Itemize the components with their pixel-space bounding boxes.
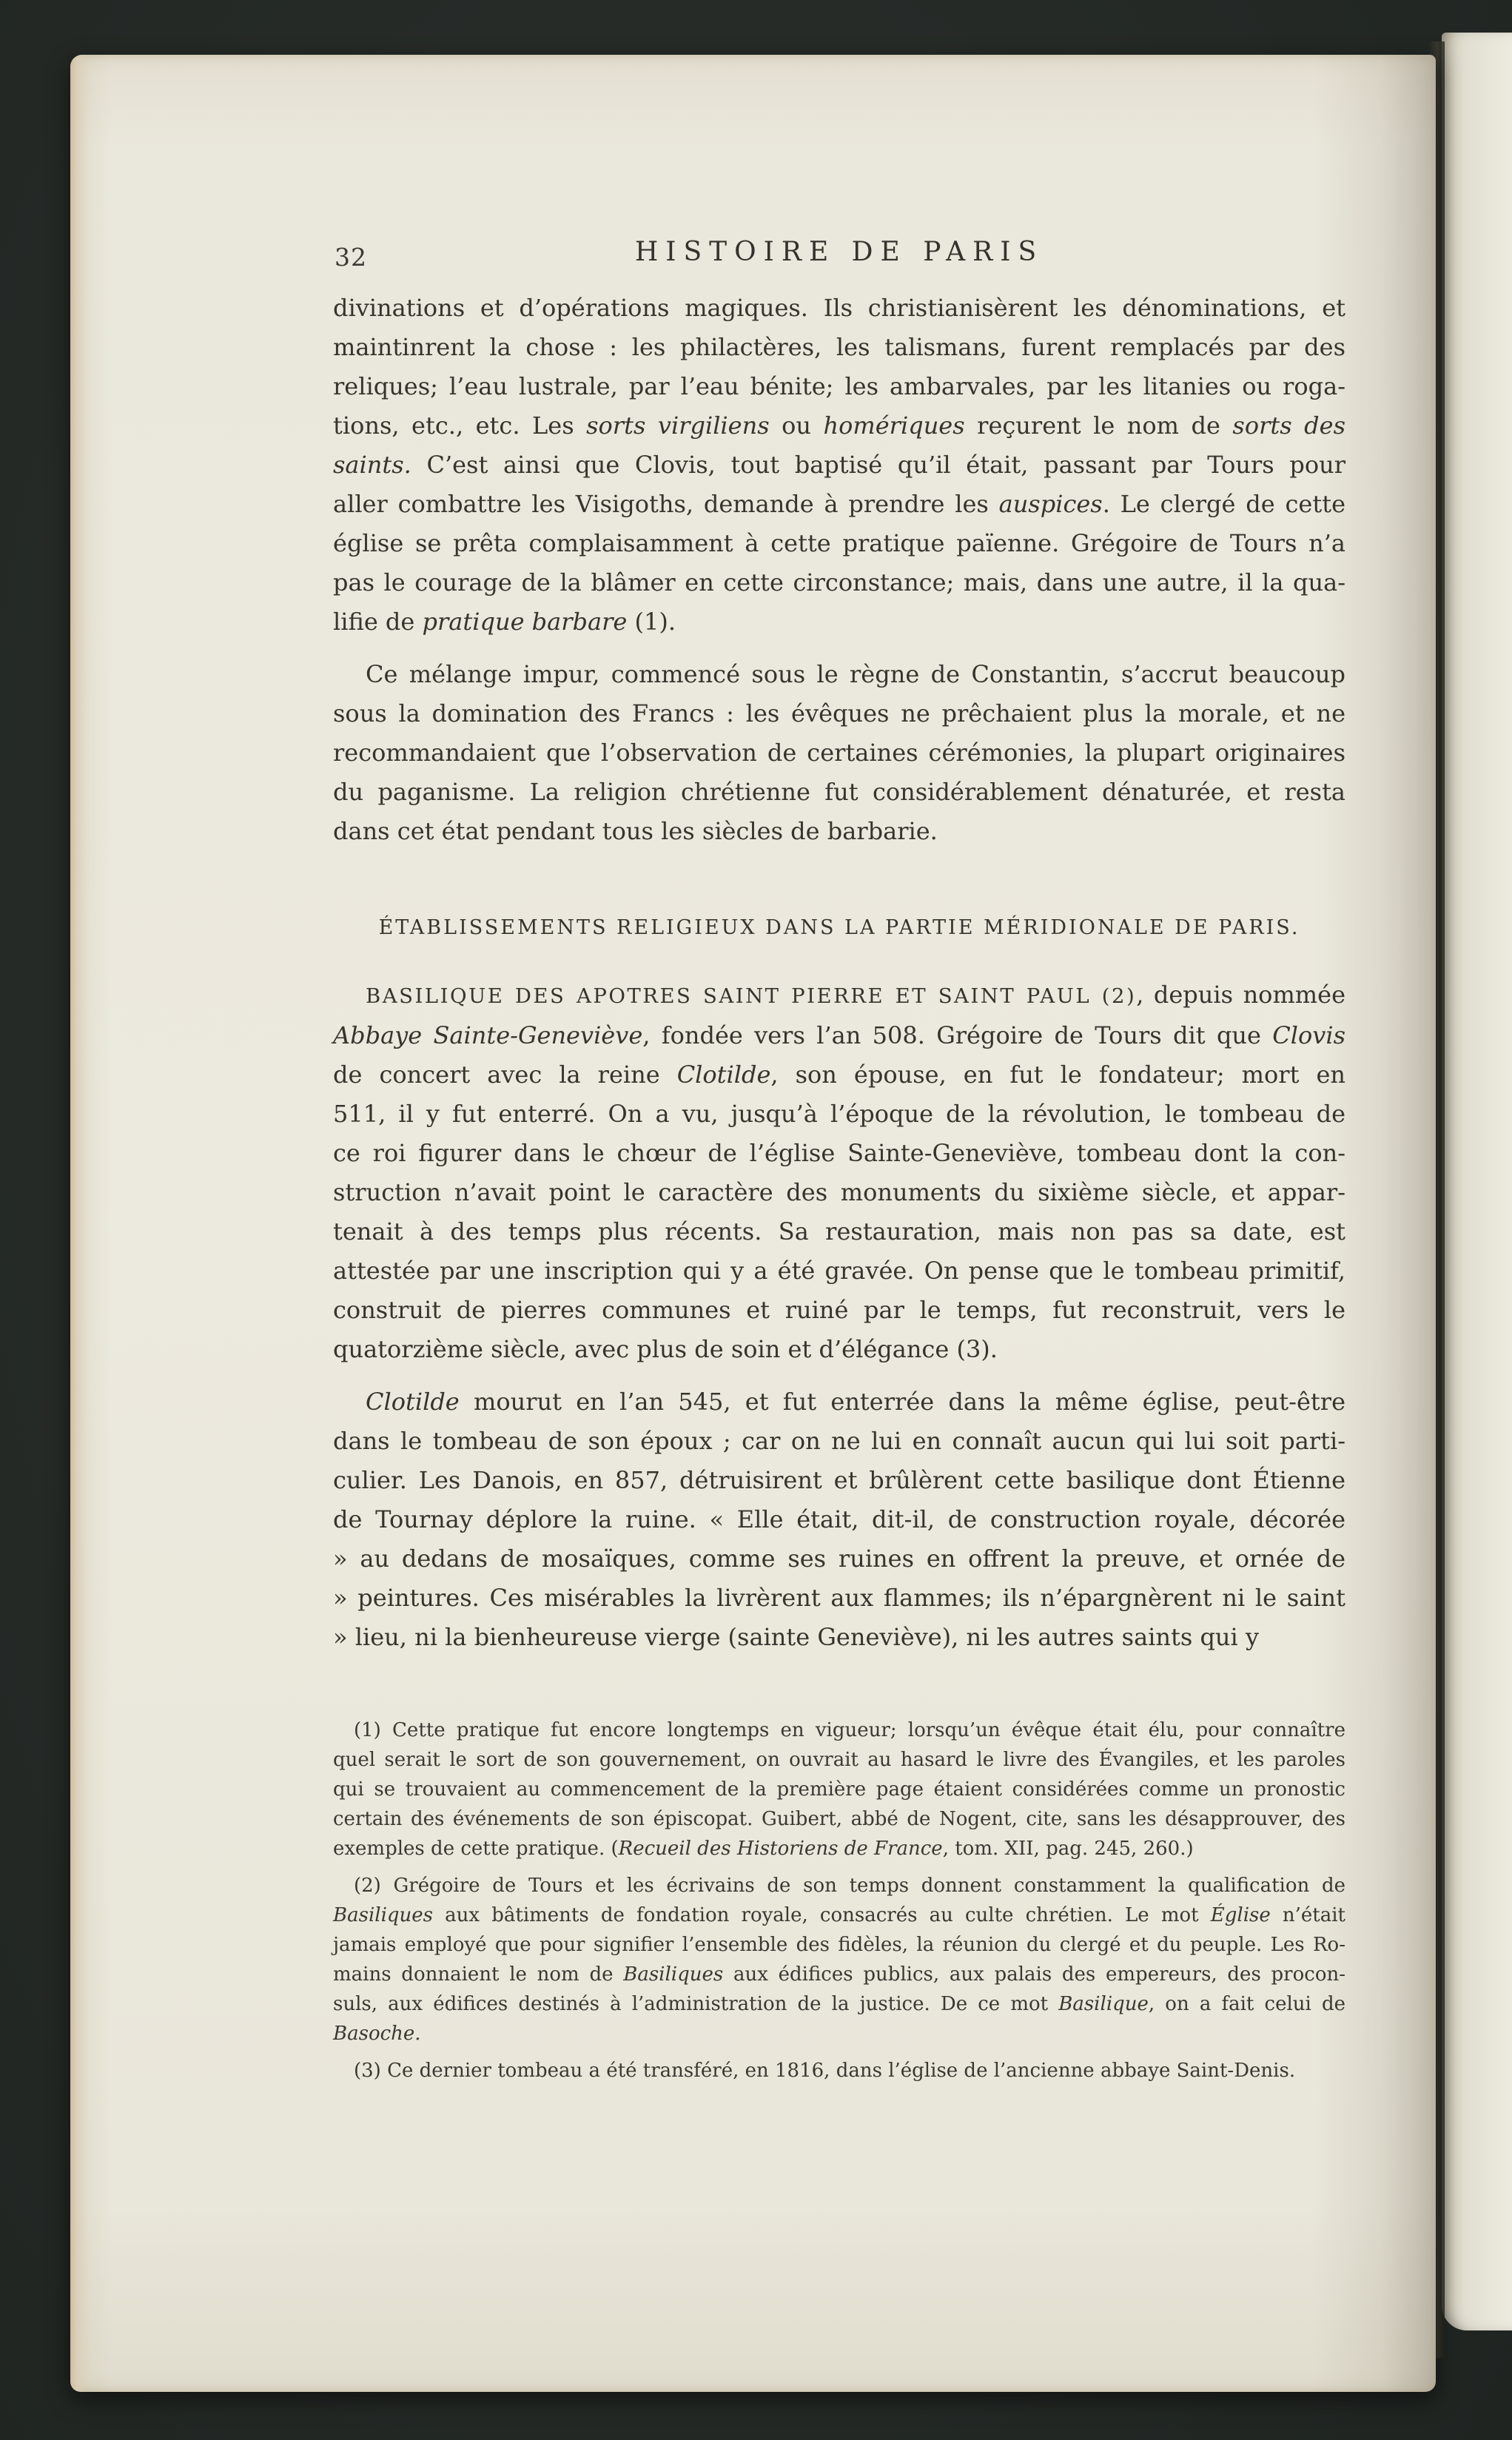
- italic-run: pratique barbare: [422, 608, 628, 636]
- body-line: [333, 1461, 1345, 1500]
- text-run: . Le clergé de cette: [1102, 490, 1345, 518]
- text-run: 511, il y fut enterré. On a vu, jusqu’à l’époque de la révolution, le tombeau de: [333, 1100, 1345, 1128]
- italic-run: sorts virgiliens: [586, 411, 770, 440]
- body-line: [333, 1579, 1345, 1618]
- text-run: suls, aux édifices destinés à l’administration de la justice. De ce mot: [333, 1993, 1059, 2015]
- text-run: du paganisme. La religion chrétienne fut considérablement dénaturée, et resta: [333, 778, 1345, 806]
- text-run: dans cet état pendant tous les siècles de barbarie.: [333, 817, 938, 845]
- book-page: [70, 55, 1436, 2392]
- text-run: (3) Ce dernier tombeau a été transféré, en 1816, dans l’église de l’ancienne abbaye Saint-Denis.: [354, 2060, 1296, 2082]
- body-line: [333, 485, 1345, 524]
- body-line: [333, 602, 1345, 642]
- text-run: C’est ainsi que Clovis, tout baptisé qu’il était, passant par Tours pour: [411, 451, 1345, 479]
- text-run: aux bâtiments de fondation royale, consacrés au culte chrétien. Le mot: [433, 1904, 1211, 1926]
- text-run: attestée par une inscription qui y a été gravée. On pense que le tombeau primitif,: [333, 1257, 1345, 1285]
- footnote: [333, 2056, 1345, 2086]
- text-run: construit de pierres communes et ruiné par le temps, fut reconstruit, vers le: [333, 1296, 1345, 1324]
- italic-run: sorts des: [1232, 411, 1346, 440]
- body-line: [333, 1500, 1345, 1539]
- italic-run: auspices: [998, 490, 1103, 518]
- body-line: [333, 1134, 1345, 1173]
- footnote-line: [333, 1930, 1345, 1960]
- text-run: tions, etc., etc. Les: [333, 411, 587, 440]
- running-title: HISTOIRE DE PARIS: [634, 237, 1044, 267]
- footnote-line: [333, 1834, 1345, 1863]
- italic-run: Basoche.: [333, 2023, 421, 2045]
- body-paragraph: [333, 655, 1345, 851]
- text-run: » au dedans de mosaïques, comme ses ruines en offrent la preuve, et ornée de: [333, 1545, 1345, 1573]
- footnote: [333, 1715, 1345, 1863]
- body-text: [333, 289, 1345, 1657]
- text-run: (1) Cette pratique fut encore longtemps en vigueur; lorsqu’un évêque était élu, pour connaître: [354, 1719, 1345, 1741]
- text-run: » peintures. Ces misérables la livrèrent aux flammes; ils n’épargnèrent ni le saint: [333, 1584, 1345, 1612]
- footnote-line: [333, 1989, 1345, 2019]
- body-line: [333, 563, 1345, 602]
- body-paragraph: [333, 289, 1345, 642]
- text-run: ou: [769, 411, 824, 440]
- text-run: quel serait le sort de son gouvernement, on ouvrait au hasard le livre des Évangiles, et les paroles: [333, 1749, 1345, 1771]
- body-line: [333, 655, 1345, 694]
- body-line: [333, 694, 1345, 733]
- text-run: mourut en l’an 545, et fut enterrée dans la même église, peut-être: [459, 1388, 1345, 1416]
- footnote-line: [333, 1900, 1345, 1930]
- text-run: divinations et d’opérations magiques. Ils christianisèrent les dénominations, et: [333, 294, 1345, 322]
- body-line: [333, 1173, 1345, 1212]
- italic-run: Basilique: [1058, 1993, 1149, 2015]
- body-line: [333, 1016, 1345, 1055]
- text-run: certain des événements de son épiscopat. Guibert, abbé de Nogent, cite, sans les désapprouver, des: [333, 1808, 1345, 1830]
- footnote-line: [333, 2056, 1345, 2086]
- body-line: [333, 1618, 1345, 1657]
- text-run: ce roi figurer dans le chœur de l’église Sainte-Geneviève, tombeau dont la con-: [333, 1139, 1345, 1167]
- footnote: [333, 1871, 1345, 2049]
- text-run: , on a fait celui de: [1148, 1993, 1346, 2015]
- text-run: exemples de cette pratique. (: [333, 1838, 619, 1860]
- section-heading: ÉTABLISSEMENTS RELIGIEUX DANS LA PARTIE MÉRIDIONALE DE PARIS.: [378, 916, 1300, 939]
- body-line: [333, 733, 1345, 773]
- footnote-line: [333, 1775, 1345, 1804]
- footnote-line: [333, 1745, 1345, 1775]
- text-run: tenait à des temps plus récents. Sa restauration, mais non pas sa date, est: [333, 1217, 1345, 1246]
- body-line: [333, 1212, 1345, 1251]
- italic-run: Clotilde: [366, 1388, 460, 1416]
- body-line: [333, 289, 1345, 328]
- text-run: dans le tombeau de son époux ; car on ne lui en connaît aucun qui lui soit parti-: [333, 1427, 1345, 1455]
- text-run: » lieu, ni la bienheureuse vierge (sainte Geneviève), ni les autres saints qui y: [333, 1623, 1260, 1651]
- footnotes: [333, 1715, 1345, 2086]
- italic-run: Recueil des Historiens de France: [618, 1838, 943, 1860]
- italic-run: Clovis: [1272, 1021, 1346, 1049]
- body-line: [333, 1422, 1345, 1461]
- text-run: de concert avec la reine: [333, 1061, 677, 1089]
- italic-run: Basiliques: [333, 1904, 434, 1926]
- body-line: [333, 328, 1345, 367]
- body-paragraph: [333, 1382, 1345, 1657]
- text-run: recommandaient que l’observation de certaines cérémonies, la plupart originaires: [333, 739, 1345, 767]
- footnote-line: [333, 2019, 1345, 2049]
- smallcaps-run: BASILIQUE DES APOTRES SAINT PIERRE ET SAINT PAUL (2): [366, 984, 1137, 1008]
- text-run: (2) Grégoire de Tours et les écrivains de son temps donnent constamment la qualification de: [354, 1875, 1345, 1897]
- body-line: [333, 367, 1345, 406]
- body-line: [333, 1382, 1345, 1422]
- page-number: 32: [335, 243, 367, 272]
- text-run: sous la domination des Francs : les évêques ne prêchaient plus la morale, et ne: [333, 699, 1345, 727]
- text-run: qui se trouvaient au commencement de la première page étaient considérées comme un pronostic: [333, 1778, 1345, 1801]
- body-line: [333, 1291, 1345, 1330]
- body-line: [333, 1251, 1345, 1291]
- italic-run: homériques: [823, 411, 965, 440]
- text-run: (1).: [627, 608, 676, 636]
- body-line: [333, 773, 1345, 812]
- italic-run: saints.: [333, 451, 411, 479]
- body-line: [333, 1055, 1345, 1095]
- page-left-deckle-edge: [70, 55, 88, 2392]
- footnote-line: [333, 1871, 1345, 1900]
- footnote-line: [333, 1804, 1345, 1834]
- text-run: , fondée vers l’an 508. Grégoire de Tours dit que: [642, 1021, 1273, 1049]
- text-run: aux édifices publics, aux palais des empereurs, des procon-: [723, 1963, 1345, 1986]
- text-run: struction n’avait point le caractère des monuments du sixième siècle, et appar-: [333, 1178, 1345, 1206]
- body-line: [333, 975, 1345, 1016]
- body-line: [333, 1539, 1345, 1579]
- text-run: reliques; l’eau lustrale, par l’eau bénite; les ambarvales, par les litanies ou roga-: [333, 372, 1345, 400]
- text-run: reçurent le nom de: [964, 411, 1233, 440]
- adjacent-page-edge: [1442, 33, 1512, 2330]
- text-run: n’était: [1270, 1904, 1345, 1926]
- running-header: [333, 237, 1345, 272]
- footnote-line: [333, 1960, 1345, 1989]
- body-section-bottom: [333, 975, 1345, 1657]
- italic-run: Clotilde: [676, 1061, 771, 1089]
- footnote-line: [333, 1715, 1345, 1745]
- text-run: quatorzième siècle, avec plus de soin et d’élégance (3).: [333, 1335, 998, 1363]
- text-run: de Tournay déplore la ruine. « Elle était, dit-il, de construction royale, décorée: [333, 1505, 1345, 1533]
- text-run: aller combattre les Visigoths, demande à prendre les: [333, 490, 999, 518]
- italic-run: Église: [1210, 1904, 1271, 1926]
- text-run: mains donnaient le nom de: [333, 1963, 624, 1986]
- text-run: maintinrent la chose : les philactères, les talismans, furent remplacés par des: [333, 333, 1345, 361]
- body-line: [333, 1095, 1345, 1134]
- body-section-top: [333, 289, 1345, 851]
- text-run: pas le courage de la blâmer en cette circonstance; mais, dans une autre, il la qua-: [333, 568, 1345, 596]
- italic-run: Abbaye Sainte-Geneviève: [333, 1021, 643, 1049]
- body-paragraph: [333, 975, 1345, 1369]
- text-run: , tom. XII, pag. 245, 260.): [942, 1838, 1194, 1860]
- text-run: lifie de: [333, 608, 423, 636]
- body-line: [333, 406, 1345, 446]
- text-run: Ce mélange impur, commencé sous le règne de Constantin, s’accrut beaucoup: [366, 660, 1345, 688]
- text-run: église se prêta complaisamment à cette pratique païenne. Grégoire de Tours n’a: [333, 529, 1345, 557]
- body-line: [333, 446, 1345, 485]
- body-line: [333, 524, 1345, 563]
- text-run: jamais employé que pour signifier l’ensemble des fidèles, la réunion du clergé et du peuple. Les Ro-: [333, 1934, 1345, 1956]
- body-line: [333, 1330, 1345, 1369]
- text-run: culier. Les Danois, en 857, détruisirent et brûlèrent cette basilique dont Étienne: [333, 1466, 1345, 1494]
- body-line: [333, 812, 1345, 851]
- text-run: , son épouse, en fut le fondateur; mort en: [770, 1061, 1346, 1089]
- text-run: , depuis nommée: [1136, 981, 1346, 1009]
- italic-run: Basiliques: [623, 1963, 724, 1986]
